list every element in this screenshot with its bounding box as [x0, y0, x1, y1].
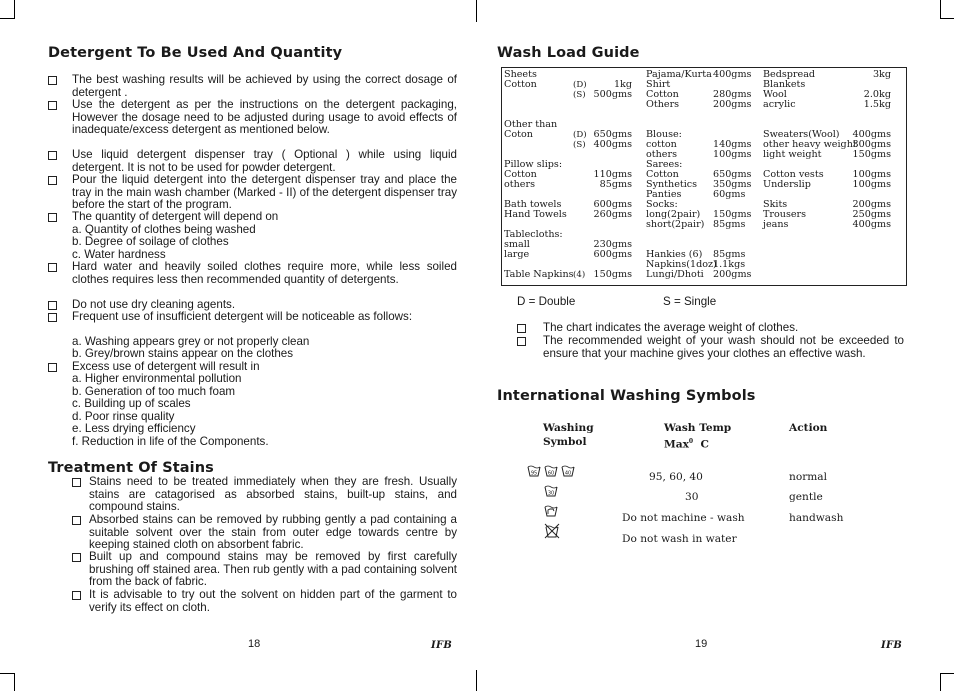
table-cell-item: Sheets: [504, 69, 537, 80]
bullet-item: Use liquid detergent dispenser tray ( Optional ) while using liquid detergent. It is not to be used for powder detergent.: [48, 149, 457, 174]
table-cell-weight: 400gms: [852, 219, 891, 230]
table-cell-weight: 1.5kg: [863, 99, 891, 110]
table-cell-weight: 1kg: [613, 79, 632, 90]
table-cell-weight: 300gms: [852, 139, 891, 150]
table-cell-weight: 85gms: [713, 219, 746, 230]
bullet-item: It is advisable to try out the solvent on hidden part of the garment to verify its effect on cloth.: [72, 589, 457, 614]
wash-60-icon: [544, 464, 558, 482]
table-cell-weight: 650gms: [713, 169, 752, 180]
crop-mark: [940, 18, 954, 19]
table-cell-item: Synthetics: [646, 179, 698, 190]
legend-double: D = Double: [517, 295, 576, 308]
action-col-header: Action: [789, 422, 828, 434]
svg-text:30: 30: [547, 490, 555, 497]
table-cell-item: Sarees:: [646, 159, 683, 170]
list-item: b. Generation of too much foam: [72, 385, 236, 398]
checkbox-icon: [48, 101, 57, 110]
table-cell-weight: 400gms: [713, 69, 752, 80]
table-cell-weight: 200gms: [713, 99, 752, 110]
table-cell-weight: 110gms: [593, 169, 632, 180]
table-cell-item: Blankets: [763, 79, 806, 90]
checkbox-icon: [48, 151, 57, 160]
table-cell-item: cotton: [646, 139, 677, 150]
table-cell-weight: 1.1kgs: [713, 259, 746, 270]
page-number: 18: [248, 638, 261, 650]
list-item: c. Water hardness: [72, 248, 166, 261]
table-cell-item: Blouse:: [646, 129, 682, 140]
checkbox-icon: [72, 516, 81, 525]
wash-load-heading: Wash Load Guide: [497, 45, 640, 61]
table-cell-weight: 85gms: [713, 249, 746, 260]
checkbox-icon: [517, 337, 526, 346]
crop-mark: [476, 670, 477, 691]
table-cell-weight: 250gms: [852, 209, 891, 220]
list-item: c. Building up of scales: [72, 397, 191, 410]
table-cell-item: Cotton: [646, 89, 679, 100]
table-cell-item: Other than: [504, 119, 558, 130]
table-cell-item: Panties: [646, 189, 682, 200]
table-cell-tag: (4): [573, 270, 586, 280]
table-cell-weight: 100gms: [713, 149, 752, 160]
bullet-item: Stains need to be treated immediately when they are fresh. Usually stains are catagorised as absorbed stains, built-up stains, and compound stains.: [72, 476, 457, 514]
table-cell-weight: 150gms: [713, 209, 752, 220]
table-cell-weight: 260gms: [593, 209, 632, 220]
table-cell-weight: 600gms: [593, 249, 632, 260]
crop-mark: [940, 673, 941, 691]
table-cell-tag: (S): [573, 140, 586, 150]
table-cell-item: Pillow slips:: [504, 159, 563, 170]
checkbox-icon: [72, 591, 81, 600]
action-value: normal: [789, 471, 828, 483]
table-cell-item: Hand Towels: [504, 209, 567, 220]
table-cell-weight: 600gms: [593, 199, 632, 210]
table-cell-item: Others: [646, 99, 680, 110]
wash-95-icon: [527, 464, 541, 482]
table-cell-tag: (S): [573, 90, 586, 100]
table-cell-item: long(2pair): [646, 209, 701, 220]
table-cell-item: Bath towels: [504, 199, 562, 210]
table-cell-item: others: [504, 179, 535, 190]
bullet-item: Excess use of detergent will result in: [48, 361, 457, 374]
table-cell-weight: 150gms: [593, 269, 632, 280]
temp-col-header: Wash Temp Max$^0$ C: [664, 422, 732, 451]
wash-load-table: [501, 67, 907, 286]
note-item: The chart indicates the average weight of clothes.: [517, 322, 904, 335]
crop-mark: [0, 673, 14, 674]
table-cell-item: Sweaters(Wool): [763, 129, 840, 140]
list-item: d. Poor rinse quality: [72, 410, 175, 423]
bullet-item: Use the detergent as per the instructions on the detergent packaging, However the dosage need to be adjusted during usage to avoid effects of inadequate/excess detergent as mentioned below.: [48, 99, 457, 137]
table-cell-weight: 400gms: [593, 139, 632, 150]
table-cell-item: large: [504, 249, 530, 260]
table-cell-weight: 100gms: [852, 169, 891, 180]
table-cell-item: jeans: [763, 219, 789, 230]
table-cell-weight: 230gms: [593, 239, 632, 250]
checkbox-icon: [48, 363, 57, 372]
table-cell-item: Trousers: [763, 209, 807, 220]
wash-40-icon: [561, 464, 575, 482]
checkbox-icon: [48, 301, 57, 310]
table-cell-weight: 60gms: [713, 189, 746, 200]
crop-mark: [476, 0, 477, 22]
table-cell-item: small: [504, 239, 530, 250]
table-cell-weight: 500gms: [593, 89, 632, 100]
table-cell-item: Skits: [763, 199, 788, 210]
table-cell-item: Coton: [504, 129, 533, 140]
bullet-item: The best washing results will be achieved by using the correct dosage of detergent .: [48, 74, 457, 99]
wash-30-icon: [544, 484, 558, 502]
brand-logo: IFB: [881, 640, 903, 651]
list-item: e. Less drying efficiency: [72, 422, 196, 435]
table-cell-weight: 85gms: [599, 179, 632, 190]
table-cell-weight: 150gms: [852, 149, 891, 160]
table-cell-item: Napkins(1doz): [646, 259, 717, 270]
table-cell-item: light weight: [763, 149, 822, 160]
svg-text:95: 95: [530, 470, 538, 477]
bullet-item: Frequent use of insufficient detergent will be noticeable as follows:: [48, 311, 457, 324]
checkbox-icon: [48, 213, 57, 222]
stains-heading: Treatment Of Stains: [48, 460, 214, 476]
list-item: a. Quantity of clothes being washed: [72, 223, 256, 236]
bullet-item: Do not use dry cleaning agents.: [48, 299, 457, 312]
list-item: b. Degree of soilage of clothes: [72, 235, 229, 248]
crop-mark: [14, 673, 15, 691]
bullet-item: The quantity of detergent will depend on: [48, 211, 457, 224]
table-cell-tag: (D): [573, 80, 587, 90]
symbol-col-header: Washing Symbol: [543, 422, 594, 448]
crop-mark: [940, 673, 954, 674]
temp-value: Do not machine - wash: [622, 512, 745, 524]
checkbox-icon: [48, 76, 57, 85]
action-value: gentle: [789, 491, 823, 503]
table-cell-item: Lungi/Dhoti: [646, 269, 704, 280]
checkbox-icon: [517, 324, 526, 333]
bullet-item: Built up and compound stains may be removed by first carefully brushing off stained area. Then rub gently with a pad containing solvent from the back of fabric.: [72, 551, 457, 589]
table-cell-item: Cotton vests: [763, 169, 824, 180]
table-cell-weight: 280gms: [713, 89, 752, 100]
table-cell-item: Underslip: [763, 179, 811, 190]
temp-value: 95, 60, 40: [649, 471, 703, 483]
checkbox-icon: [48, 313, 57, 322]
action-value: handwash: [789, 512, 844, 524]
table-cell-weight: 140gms: [713, 139, 752, 150]
table-cell-item: Socks:: [646, 199, 678, 210]
symbols-heading: International Washing Symbols: [497, 388, 756, 404]
temp-value: 30: [685, 491, 699, 503]
table-cell-item: Cotton: [646, 169, 679, 180]
table-cell-item: Cotton: [504, 79, 537, 90]
bullet-item: Hard water and heavily soiled clothes require more, while less soiled clothes requires less then recommended quantity of detergents.: [48, 261, 457, 286]
crop-mark: [14, 0, 15, 19]
note-item: The recommended weight of your wash should not be exceeded to ensure that your machine gives your clothes an effective wash.: [517, 335, 904, 360]
page-number: 19: [695, 638, 708, 650]
table-cell-weight: 650gms: [593, 129, 632, 140]
table-cell-item: Pajama/Kurta: [646, 69, 712, 80]
table-cell-weight: 2.0kg: [863, 89, 891, 100]
bullet-item: Pour the liquid detergent into the detergent dispenser tray and place the tray in the main wash chamber (Marked - II) of the detergent dispenser tray before the start of the program.: [48, 174, 457, 212]
table-cell-tag: (D): [573, 130, 587, 140]
table-cell-item: others: [646, 149, 677, 160]
bullet-item: Absorbed stains can be removed by rubbing gently a pad containing a suitable solvent over the stain from outer edge towards centre by keeping stained cloth on absorbent fabric.: [72, 514, 457, 552]
legend-single: S = Single: [663, 295, 717, 308]
svg-text:60: 60: [547, 470, 555, 477]
table-cell-weight: 200gms: [713, 269, 752, 280]
table-cell-item: Hankies (6): [646, 249, 703, 260]
crop-mark: [940, 0, 941, 19]
table-cell-weight: 400gms: [852, 129, 891, 140]
checkbox-icon: [48, 263, 57, 272]
list-item: f. Reduction in life of the Components.: [72, 435, 269, 448]
table-cell-weight: 200gms: [852, 199, 891, 210]
svg-text:40: 40: [564, 470, 572, 477]
table-cell-weight: 100gms: [852, 179, 891, 190]
checkbox-icon: [72, 553, 81, 562]
table-cell-item: Cotton: [504, 169, 537, 180]
list-item: a. Higher environmental pollution: [72, 372, 242, 385]
list-item: a. Washing appears grey or not properly clean: [72, 335, 310, 348]
table-cell-item: acrylic: [763, 99, 796, 110]
brand-logo: IFB: [431, 640, 453, 651]
checkbox-icon: [48, 176, 57, 185]
table-cell-item: Bedspread: [763, 69, 816, 80]
detergent-heading: Detergent To Be Used And Quantity: [48, 45, 343, 61]
table-cell-weight: 3kg: [872, 69, 891, 80]
table-cell-item: Tablecloths:: [504, 229, 563, 240]
table-cell-item: Wool: [763, 89, 787, 100]
list-item: b. Grey/brown stains appear on the clothes: [72, 347, 294, 360]
checkbox-icon: [72, 478, 81, 487]
temp-value: Do not wash in water: [622, 533, 737, 545]
table-cell-item: Shirt: [646, 79, 671, 90]
table-cell-item: short(2pair): [646, 219, 705, 230]
crop-mark: [0, 18, 14, 19]
table-cell-item: other heavy weight: [763, 139, 857, 150]
table-cell-weight: 350gms: [713, 179, 752, 190]
table-cell-item: Table Napkins: [504, 269, 574, 280]
handwash-icon: [544, 504, 558, 522]
do-not-wash-icon: [544, 523, 560, 544]
